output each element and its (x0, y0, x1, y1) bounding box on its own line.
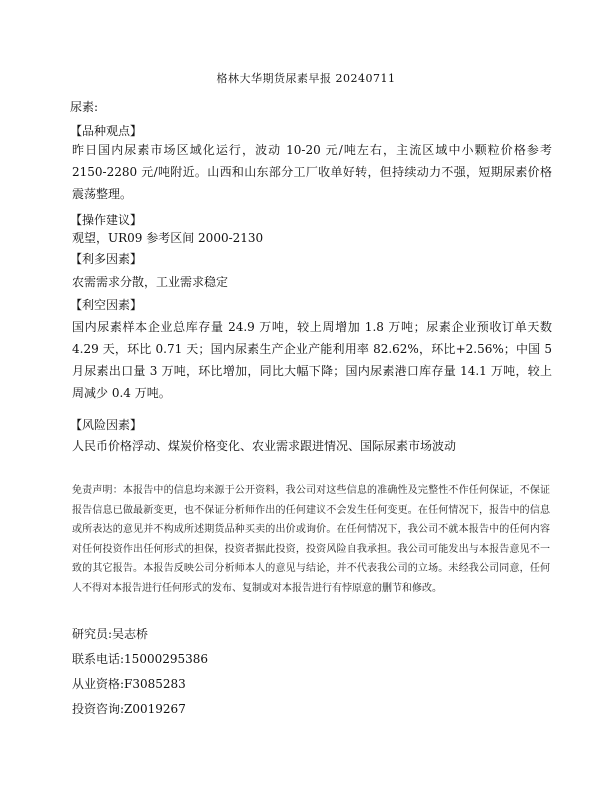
bear-text: 国内尿素样本企业总库存量 24.9 万吨，较上周增加 1.8 万吨；尿素企业预收订单天数 4.29 天，环比 0.71 天；国内尿素生产企业产能利用率 82.62%，环比+2.56%；中国 5 月尿素出口量 3 万吨，环比增加，同比大幅下降；国内尿素港口库存量 14.1 万吨，较上周减少 0.4 万吨。 (72, 320, 552, 400)
consulting: 投资咨询:Z0019267 (72, 702, 186, 716)
risk-header: 【风险因素】 (70, 418, 143, 432)
report-title: 格林大华期货尿素早报 20240711 (216, 72, 396, 85)
researcher: 研究员:吴志桥 (72, 627, 149, 641)
bear-header: 【利空因素】 (70, 298, 143, 312)
phone: 联系电话:15000295386 (72, 652, 209, 666)
bull-text: 农需需求分散，工业需求稳定 (72, 275, 229, 289)
view-text: 昨日国内尿素市场区域化运行，波动 10-20 元/吨左右，主流区域中小颗粒价格参考 2150-2280 元/吨附近。山西和山东部分工厂收单好转，但持续动力不强，短期尿素价格震荡整理。 (72, 143, 552, 201)
product-label: 尿素: (70, 100, 99, 114)
disclaimer: 免责声明：本报告中的信息均来源于公开资料，我公司对这些信息的准确性及完整性不作任何保证，不保证报告信息已做最新变更，也不保证分析师作出的任何建议不会发生任何变更。在任何情况下，报告中的信息或所表达的意见并不构成所述期货品种买卖的出价或询价。在任何情况下，我公司不就本报告中的任何内容对任何投资作出任何形式的担保，投资者据此投资，投资风险自我承担。我公司可能发出与本报告意见不一致的其它报告。本报告反映公司分析师本人的意见与结论，并不代表我公司的立场。未经我公司同意，任何人不得对本报告进行任何形式的发布、复制或对本报告进行有悖原意的删节和修改。 (72, 485, 550, 594)
bull-header: 【利多因素】 (70, 252, 143, 266)
risk-text: 人民币价格浮动、煤炭价格变化、农业需求跟进情况、国际尿素市场波动 (72, 439, 457, 453)
advice-header: 【操作建议】 (70, 213, 143, 227)
view-header: 【品种观点】 (70, 124, 143, 138)
advice-text: 观望，UR09 参考区间 2000-2130 (72, 231, 264, 245)
qualification: 从业资格:F3085283 (72, 677, 186, 691)
